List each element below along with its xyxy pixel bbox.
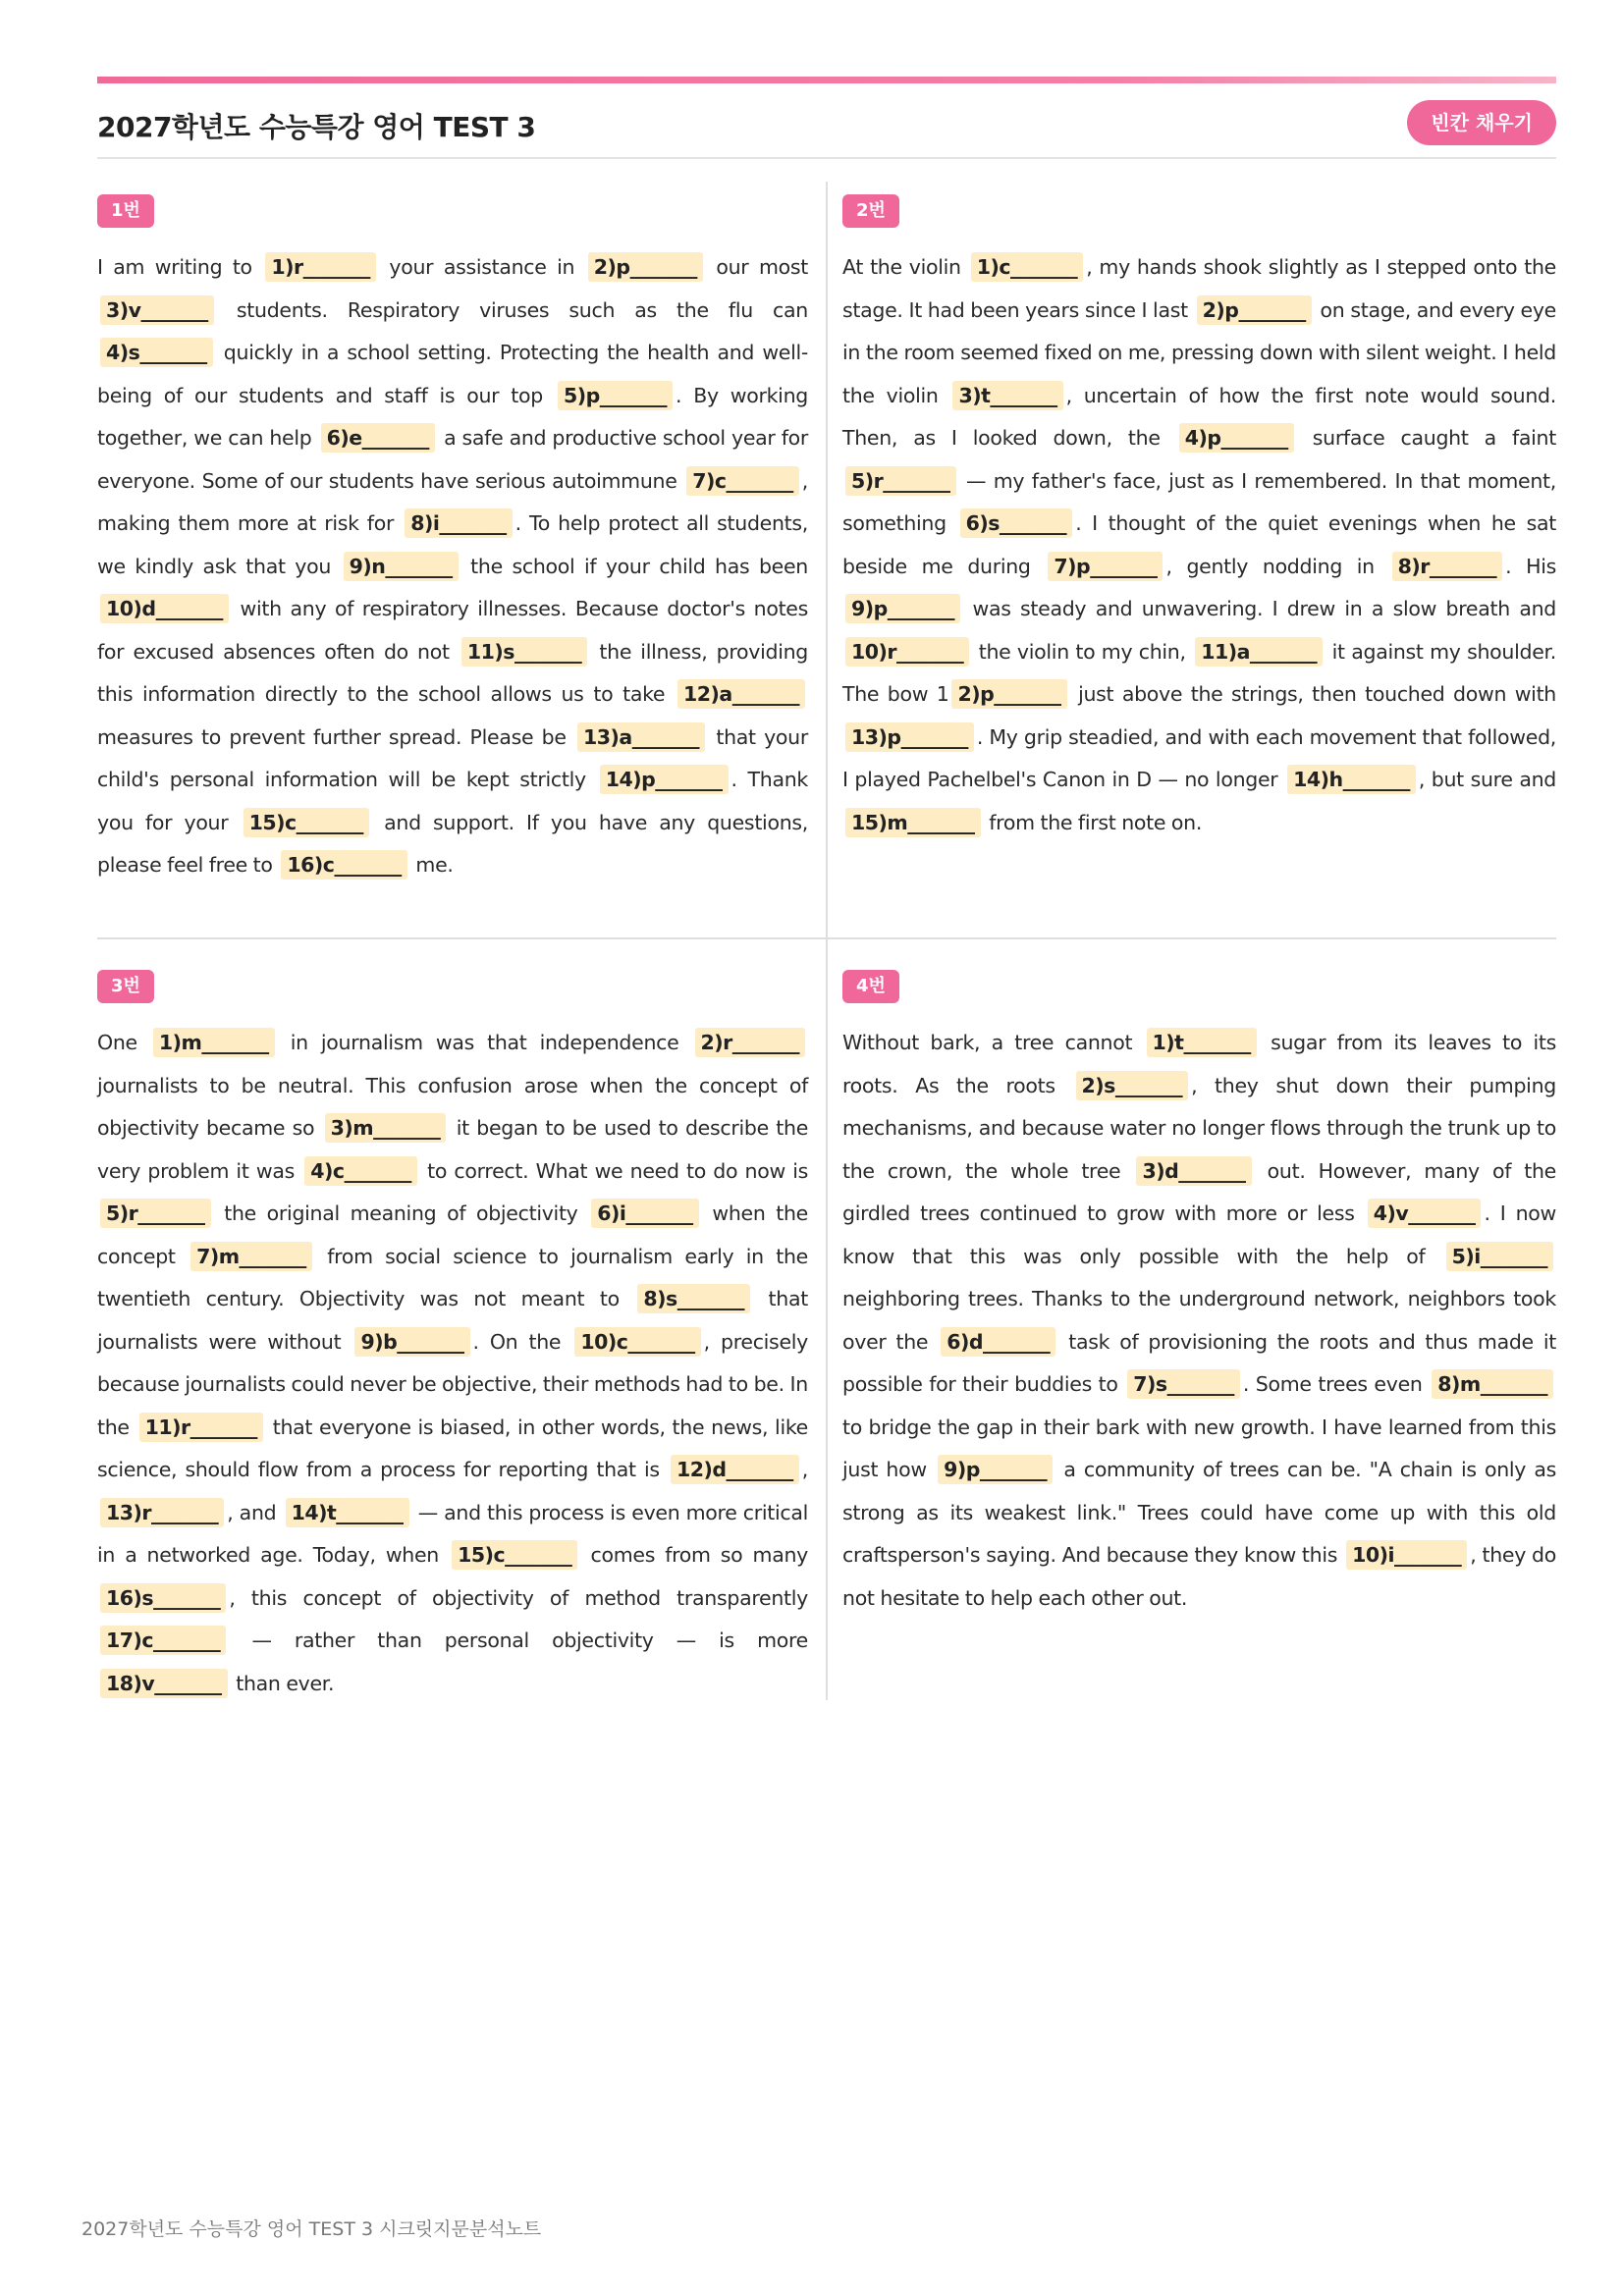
passage-segment: quickly in a school setting. Protecting the health and well-being of our students and staff is our top bbox=[97, 341, 808, 407]
passage-segment: students. Respiratory viruses such as the flu can bbox=[216, 297, 808, 322]
question-number-badge: 2번 bbox=[842, 194, 899, 228]
passage-text bbox=[842, 246, 1556, 844]
passage-segment: task of provisioning the roots and thus made it possible for their buddies to bbox=[842, 1329, 1556, 1396]
blank-field[interactable]: 16)c_______ bbox=[281, 850, 406, 880]
blank-field[interactable]: 13)r_______ bbox=[100, 1498, 224, 1527]
blank-field[interactable]: 18)v_______ bbox=[100, 1669, 228, 1698]
blank-field[interactable]: 2)p_______ bbox=[951, 679, 1066, 709]
blank-field[interactable]: 1)m_______ bbox=[153, 1028, 275, 1057]
passage-segment: , precisely because journalists could never be objective, their methods had to be. In the bbox=[97, 1329, 808, 1439]
blank-field[interactable]: 5)r_______ bbox=[845, 466, 956, 496]
blank-field[interactable]: 5)p_______ bbox=[558, 381, 673, 410]
passage-segment: measures to prevent further spread. Please be bbox=[97, 724, 574, 749]
passage-segment: the illness, providing this information directly to the school allows us to take bbox=[97, 639, 808, 706]
passage-segment: — and this process is even more critical in a networked age. Today, when bbox=[97, 1500, 808, 1567]
passage-segment: and support. If you have any questions, please feel free to bbox=[97, 810, 808, 877]
passage-segment: , uncertain of how the first note would sound. Then, as I looked down, the bbox=[842, 383, 1556, 450]
passage-segment: . I now know that this was only possible with the help of bbox=[842, 1201, 1556, 1268]
passage-segment: , gently nodding in bbox=[1165, 554, 1389, 578]
passage-segment: on stage, and every eye in the room seemed fixed on me, pressing down with silent weight. I held the violin bbox=[842, 297, 1556, 407]
blank-field[interactable]: 15)c_______ bbox=[243, 808, 369, 837]
blank-field[interactable]: 14)p_______ bbox=[600, 765, 729, 794]
passage-segment: than ever. bbox=[230, 1671, 335, 1695]
passage-panel-4 bbox=[842, 970, 1556, 1620]
passage-segment: . My grip steadied, and with each movement that followed, I played Pachelbel's Canon in D — no longer bbox=[842, 724, 1556, 791]
blank-field[interactable]: 9)b_______ bbox=[354, 1327, 469, 1357]
passage-segment: At the violin bbox=[842, 255, 968, 279]
blank-field[interactable]: 1)r_______ bbox=[265, 252, 376, 282]
passage-segment: out. However, many of the girdled trees continued to grow with more or less bbox=[842, 1158, 1556, 1225]
blank-field[interactable]: 4)v_______ bbox=[1368, 1199, 1482, 1228]
passage-segment: . I thought of the quiet evenings when he sat beside me during bbox=[842, 511, 1556, 578]
passage-segment: , this concept of objectivity of method transparently bbox=[229, 1585, 808, 1610]
passage-segment: surface caught a faint bbox=[1296, 426, 1556, 450]
blank-field[interactable]: 8)s_______ bbox=[637, 1284, 750, 1313]
passage-panel-1 bbox=[97, 194, 808, 887]
passage-panel-3 bbox=[97, 970, 808, 1705]
blank-field[interactable]: 3)t_______ bbox=[952, 381, 1062, 410]
passage-segment: from the first note on. bbox=[983, 810, 1203, 834]
blank-field[interactable]: 4)p_______ bbox=[1179, 423, 1294, 453]
blank-field[interactable]: 5)r_______ bbox=[100, 1199, 211, 1228]
blank-field[interactable]: 6)i_______ bbox=[591, 1199, 698, 1228]
passage-segment: it began to be used to describe the very problem it was bbox=[97, 1116, 809, 1183]
passage-segment: the original meaning of objectivity bbox=[213, 1201, 589, 1225]
blank-field[interactable]: 2)p_______ bbox=[1197, 295, 1312, 325]
passage-segment: the violin to my chin, bbox=[972, 639, 1193, 664]
passage-segment: , and bbox=[227, 1500, 283, 1524]
blank-field[interactable]: 4)s_______ bbox=[100, 338, 213, 367]
passage-segment: . Some trees even bbox=[1242, 1372, 1430, 1396]
passage-segment: , but sure and bbox=[1418, 768, 1556, 791]
blank-field[interactable]: 2)p_______ bbox=[588, 252, 703, 282]
blank-field[interactable]: 10)c_______ bbox=[574, 1327, 700, 1357]
passage-segment: sugar from its leaves to its roots. As the roots bbox=[842, 1031, 1556, 1097]
passage-segment: . On the bbox=[472, 1329, 572, 1354]
question-number-badge: 4번 bbox=[842, 970, 899, 1003]
blank-field[interactable]: 13)p_______ bbox=[845, 722, 974, 752]
blank-field[interactable]: 17)c_______ bbox=[100, 1626, 226, 1655]
question-number-badge: 1번 bbox=[97, 194, 154, 228]
blank-field[interactable]: 3)m_______ bbox=[325, 1113, 447, 1143]
passage-segment: , making them more at risk for bbox=[97, 468, 808, 535]
passage-segment: that everyone is biased, in other words, the news, like science, should flow from a process for reporting that is bbox=[97, 1415, 808, 1481]
passage-panel-2 bbox=[842, 194, 1556, 844]
page-footer: 2027학년도 수능특강 영어 TEST 3 시크릿지문분석노트 bbox=[81, 2218, 542, 2240]
blank-field[interactable]: 10)d_______ bbox=[100, 594, 229, 623]
passage-segment: neighboring trees. Thanks to the underground network, neighbors took over the bbox=[842, 1287, 1556, 1354]
blank-field[interactable]: 8)r_______ bbox=[1392, 552, 1503, 581]
passage-segment: the school if your child has been bbox=[460, 554, 808, 578]
passage-segment: to correct. What we need to do now is bbox=[419, 1158, 808, 1183]
column-divider-bottom bbox=[826, 939, 828, 1700]
blank-field[interactable]: 15)m_______ bbox=[845, 808, 981, 837]
blank-field[interactable]: 8)i_______ bbox=[405, 508, 512, 538]
passage-segment: in journalism was that independence bbox=[277, 1031, 692, 1054]
blank-field[interactable]: 8)m_______ bbox=[1432, 1369, 1553, 1399]
blank-field[interactable]: 7)m_______ bbox=[190, 1242, 312, 1271]
passage-segment: — my father's face, just as I remembered. In that moment, something bbox=[842, 468, 1556, 535]
passage-segment: Without bark, a tree cannot bbox=[842, 1031, 1144, 1054]
blank-field[interactable]: 3)v_______ bbox=[100, 295, 214, 325]
blank-field[interactable]: 14)h_______ bbox=[1287, 765, 1416, 794]
passage-segment: from social science to journalism early in the twentieth century. Objectivity was not meant to bbox=[97, 1244, 808, 1310]
mode-badge[interactable]: 빈칸 채우기 bbox=[1407, 100, 1556, 145]
passage-segment: was steady and unwavering. I drew in a slow breath and bbox=[963, 597, 1556, 620]
passage-segment: . By working together, we can help bbox=[97, 383, 808, 450]
blank-field[interactable]: 7)c_______ bbox=[686, 466, 799, 496]
blank-field[interactable]: 13)a_______ bbox=[577, 722, 705, 752]
blank-field[interactable]: 11)a_______ bbox=[1195, 637, 1323, 667]
passage-segment: , bbox=[801, 1458, 808, 1481]
blank-field[interactable]: 9)p_______ bbox=[938, 1455, 1053, 1484]
passage-segment: me. bbox=[409, 853, 454, 877]
passage-segment: just above the strings, then touched down with bbox=[1069, 682, 1556, 706]
passage-segment: . To help protect all students, we kindly ask that you bbox=[97, 511, 809, 578]
blank-field[interactable]: 5)i_______ bbox=[1446, 1242, 1553, 1271]
blank-field[interactable]: 2)r_______ bbox=[695, 1028, 806, 1057]
passage-text bbox=[97, 1022, 808, 1705]
passage-segment: . His bbox=[1505, 554, 1557, 578]
passage-text bbox=[842, 1022, 1556, 1620]
blank-field[interactable]: 10)r_______ bbox=[845, 637, 969, 667]
header-divider bbox=[97, 157, 1556, 159]
passage-segment: journalists to be neutral. This confusion arose when the concept of objectivity became so bbox=[97, 1073, 808, 1140]
blank-field[interactable]: 6)s_______ bbox=[960, 508, 1073, 538]
blank-field[interactable]: 14)t_______ bbox=[286, 1498, 409, 1527]
top-accent-bar bbox=[97, 77, 1556, 83]
blank-field[interactable]: 15)c_______ bbox=[452, 1540, 577, 1570]
passage-segment: it against my shoulder. The bow 1 bbox=[842, 639, 1556, 706]
passage-text bbox=[97, 246, 808, 887]
blank-field[interactable]: 16)s_______ bbox=[100, 1583, 226, 1613]
page-title: 2027학년도 수능특강 영어 TEST 3 bbox=[97, 111, 536, 143]
passage-segment: a safe and productive school year for everyone. Some of our students have serious autoimmune bbox=[97, 426, 808, 493]
question-number-badge: 3번 bbox=[97, 970, 154, 1003]
passage-segment: One bbox=[97, 1031, 150, 1054]
passage-segment: your assistance in bbox=[378, 255, 585, 279]
blank-field[interactable]: 10)i_______ bbox=[1346, 1540, 1467, 1570]
blank-field[interactable]: 1)c_______ bbox=[971, 252, 1084, 282]
passage-segment: that your child's personal information will be kept strictly bbox=[97, 724, 808, 791]
passage-segment: , they do not hesitate to help each other out. bbox=[842, 1543, 1556, 1610]
blank-field[interactable]: 4)c_______ bbox=[304, 1156, 417, 1186]
passage-segment: to bridge the gap in their bark with new growth. I have learned from this just how bbox=[842, 1415, 1556, 1481]
blank-field[interactable]: 11)s_______ bbox=[461, 637, 587, 667]
passage-segment: that journalists were without bbox=[97, 1287, 808, 1354]
column-divider-top bbox=[826, 182, 828, 937]
passage-segment: when the concept bbox=[97, 1201, 808, 1268]
blank-field[interactable]: 1)t_______ bbox=[1147, 1028, 1257, 1057]
blank-field[interactable]: 3)d_______ bbox=[1136, 1156, 1251, 1186]
passage-segment: comes from so many bbox=[580, 1543, 808, 1567]
passage-segment: , my hands shook slightly as I stepped onto the stage. It had been years since I last bbox=[842, 255, 1556, 322]
passage-segment: our most bbox=[705, 255, 808, 279]
passage-segment: — rather than personal objectivity — is more bbox=[229, 1629, 808, 1652]
passage-segment: , they shut down their pumping mechanisms, and because water no longer flows through the trunk up to the crown, the whole tree bbox=[842, 1073, 1556, 1183]
blank-field[interactable]: 12)a_______ bbox=[677, 679, 805, 709]
blank-field[interactable]: 11)r_______ bbox=[139, 1413, 263, 1442]
blank-field[interactable]: 7)s_______ bbox=[1127, 1369, 1240, 1399]
blank-field[interactable]: 9)p_______ bbox=[845, 594, 960, 623]
passage-segment: with any of respiratory illnesses. Because doctor's notes for excused absences often do not bbox=[97, 597, 808, 664]
passage-segment: I am writing to bbox=[97, 255, 263, 279]
blank-field[interactable]: 6)d_______ bbox=[941, 1327, 1055, 1357]
blank-field[interactable]: 2)s_______ bbox=[1076, 1071, 1189, 1100]
passage-segment: a community of trees can be. "A chain is only as strong as its weakest link." Trees could have come up with this old craftsperson's saying. And because they know this bbox=[842, 1458, 1556, 1567]
blank-field[interactable]: 12)d_______ bbox=[671, 1455, 799, 1484]
blank-field[interactable]: 7)p_______ bbox=[1048, 552, 1163, 581]
blank-field[interactable]: 6)e_______ bbox=[321, 423, 435, 453]
passage-segment: . Thank you for your bbox=[97, 768, 809, 834]
blank-field[interactable]: 9)n_______ bbox=[344, 552, 459, 581]
